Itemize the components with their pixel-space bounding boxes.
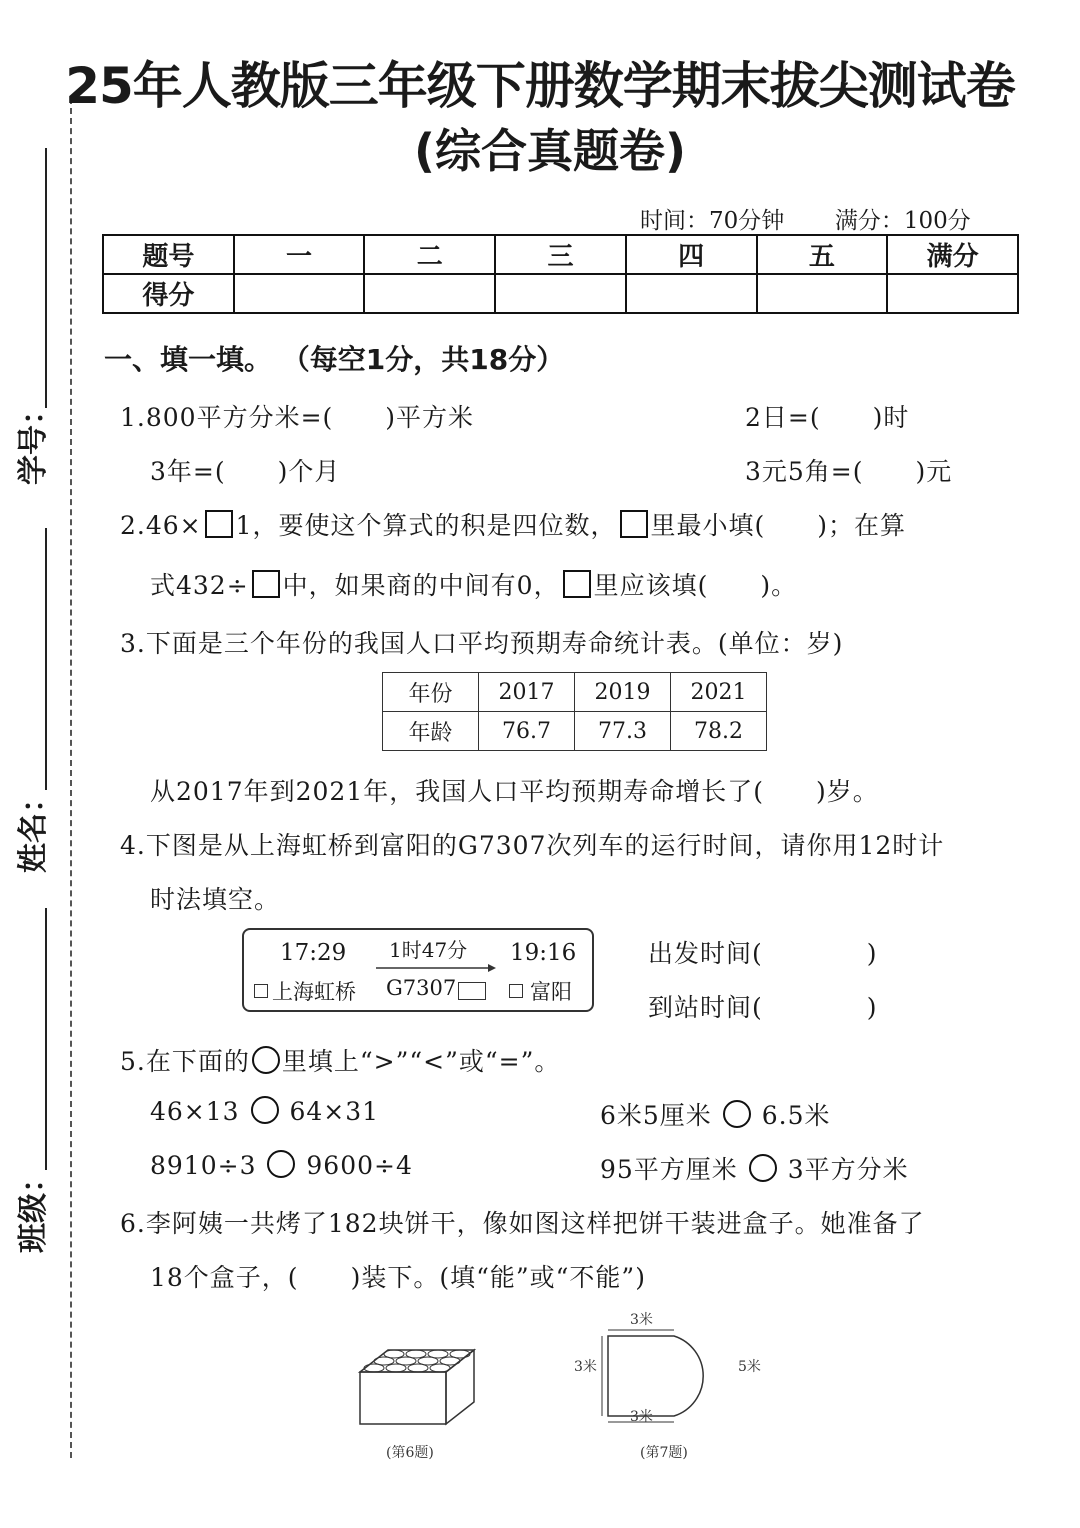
q5-text-a: 5.在下面的 <box>120 1047 250 1076</box>
name-line <box>45 528 47 790</box>
cookie-box-figure <box>352 1342 482 1432</box>
fig6-caption: (第6题) <box>386 1445 434 1461</box>
q5-text-b: 里填上“>”“<”或“=”。 <box>281 1047 561 1076</box>
fig7-left-label: 3米 <box>574 1359 597 1375</box>
arrive-time: 19:16 <box>510 940 577 966</box>
score-table-header <box>103 235 1018 274</box>
compare-circle[interactable] <box>749 1154 777 1182</box>
section-title: 一、填一填。 （每空1分，共18分） <box>104 343 565 376</box>
life-expectancy-table <box>382 672 767 751</box>
header-cell: 二 <box>364 235 495 274</box>
table-cell: 2021 <box>671 673 767 712</box>
q4-depart: 出发时间( ) <box>648 939 878 968</box>
fig7-bottom-label: 3米 <box>630 1409 653 1425</box>
table-row <box>383 712 767 751</box>
expr: 46×13 <box>150 1097 240 1126</box>
q2-text: 式432÷ <box>150 571 249 600</box>
student-id-label: 学号： <box>16 395 51 485</box>
compare-circle[interactable] <box>723 1100 751 1128</box>
table-cell: 77.3 <box>575 712 671 751</box>
compare-circle[interactable] <box>267 1150 295 1178</box>
to-station: 富阳 <box>530 980 572 1004</box>
station-icon <box>254 984 268 998</box>
table-row <box>383 673 767 712</box>
circle-icon <box>252 1046 280 1074</box>
shape-figure <box>596 1326 766 1426</box>
train-number: G7307 <box>386 976 457 1000</box>
header-cell: 三 <box>495 235 626 274</box>
expr: 95平方厘米 <box>600 1155 738 1184</box>
expr: 8910÷3 <box>150 1151 257 1180</box>
train-ticket <box>242 928 594 1012</box>
ticket-icon <box>458 982 486 1000</box>
fig7-right-label: 5米 <box>738 1359 761 1375</box>
compare-circle[interactable] <box>251 1096 279 1124</box>
header-cell: 题号 <box>103 235 234 274</box>
q2-text: 里最小填( )；在算 <box>650 511 907 540</box>
expr: 6米5厘米 <box>600 1101 712 1130</box>
q3-question: 从2017年到2021年，我国人口平均预期寿命增长了( )岁。 <box>150 777 879 806</box>
q2-text: 中，如果商的中间有0， <box>282 571 560 600</box>
class-label: 班级： <box>16 1163 51 1253</box>
score-cell[interactable] <box>887 274 1018 313</box>
header-cell: 四 <box>626 235 757 274</box>
arrow-icon <box>376 962 496 974</box>
table-cell: 2017 <box>479 673 575 712</box>
q4-line1: 4.下图是从上海虹桥到富阳的G7307次列车的运行时间，请你用12时计 <box>120 831 945 860</box>
station-icon <box>509 984 523 998</box>
q5-d <box>600 1150 909 1186</box>
q1-a: 1.800平方分米=( )平方米 <box>120 403 475 432</box>
blank-box <box>205 510 233 538</box>
q5-c <box>150 1150 413 1180</box>
score-row-label: 得分 <box>103 274 234 313</box>
blank-box <box>252 570 280 598</box>
q2-line2 <box>150 566 797 602</box>
expr: 9600÷4 <box>306 1151 413 1180</box>
exam-full-score: 满分：100分 <box>834 208 971 234</box>
q5-b <box>600 1096 830 1132</box>
blank-box <box>563 570 591 598</box>
score-cell[interactable] <box>234 274 365 313</box>
expr: 64×31 <box>289 1097 380 1126</box>
q1-d: 3元5角=( )元 <box>745 457 953 486</box>
expr: 3平方分米 <box>787 1155 909 1184</box>
score-cell[interactable] <box>757 274 888 313</box>
q2-line1 <box>120 506 906 542</box>
class-line <box>45 908 47 1170</box>
q3-text: 3.下面是三个年份的我国人口平均预期寿命统计表。(单位：岁) <box>120 629 844 658</box>
header-cell: 五 <box>757 235 888 274</box>
duration: 1时47分 <box>389 938 468 962</box>
exam-time: 时间：70分钟 <box>640 208 785 234</box>
expr: 6.5米 <box>761 1101 831 1130</box>
table-cell: 年龄 <box>383 712 479 751</box>
blank-box <box>620 510 648 538</box>
student-id-line <box>45 148 47 408</box>
table-cell: 76.7 <box>479 712 575 751</box>
header-cell: 一 <box>234 235 365 274</box>
q6-line2: 18个盒子，( )装下。(填“能”或“不能”) <box>150 1263 646 1292</box>
page-subtitle: (综合真题卷) <box>413 124 687 178</box>
score-cell[interactable] <box>364 274 495 313</box>
depart-time: 17:29 <box>280 940 347 966</box>
fig7-caption: (第7题) <box>640 1445 688 1461</box>
q1-c: 3年=( )个月 <box>150 457 341 486</box>
score-cell[interactable] <box>495 274 626 313</box>
q5-text <box>120 1042 560 1078</box>
table-cell: 78.2 <box>671 712 767 751</box>
fig7-top-label: 3米 <box>630 1312 653 1328</box>
q5-a <box>150 1096 379 1126</box>
exam-info <box>640 202 971 235</box>
header-cell: 满分 <box>887 235 1018 274</box>
page-title: 25年人教版三年级下册数学期末拔尖测试卷 <box>65 57 1015 115</box>
score-table <box>102 234 1019 314</box>
table-cell: 2019 <box>575 673 671 712</box>
q6-line1: 6.李阿姨一共烤了182块饼干，像如图这样把饼干装进盒子。她准备了 <box>120 1209 925 1238</box>
q1-b: 2日=( )时 <box>745 403 910 432</box>
binding-dashed-line <box>70 98 72 1458</box>
score-cell[interactable] <box>626 274 757 313</box>
q4-arrive: 到站时间( ) <box>648 993 878 1022</box>
q2-text: 2.46× <box>120 511 202 540</box>
score-table-row <box>103 274 1018 313</box>
q4-line2: 时法填空。 <box>150 885 281 914</box>
name-label: 姓名： <box>16 783 51 873</box>
q2-text: 里应该填( )。 <box>593 571 798 600</box>
from-station: 上海虹桥 <box>272 980 356 1004</box>
q2-text: 1，要使这个算式的积是四位数， <box>235 511 617 540</box>
table-cell: 年份 <box>383 673 479 712</box>
